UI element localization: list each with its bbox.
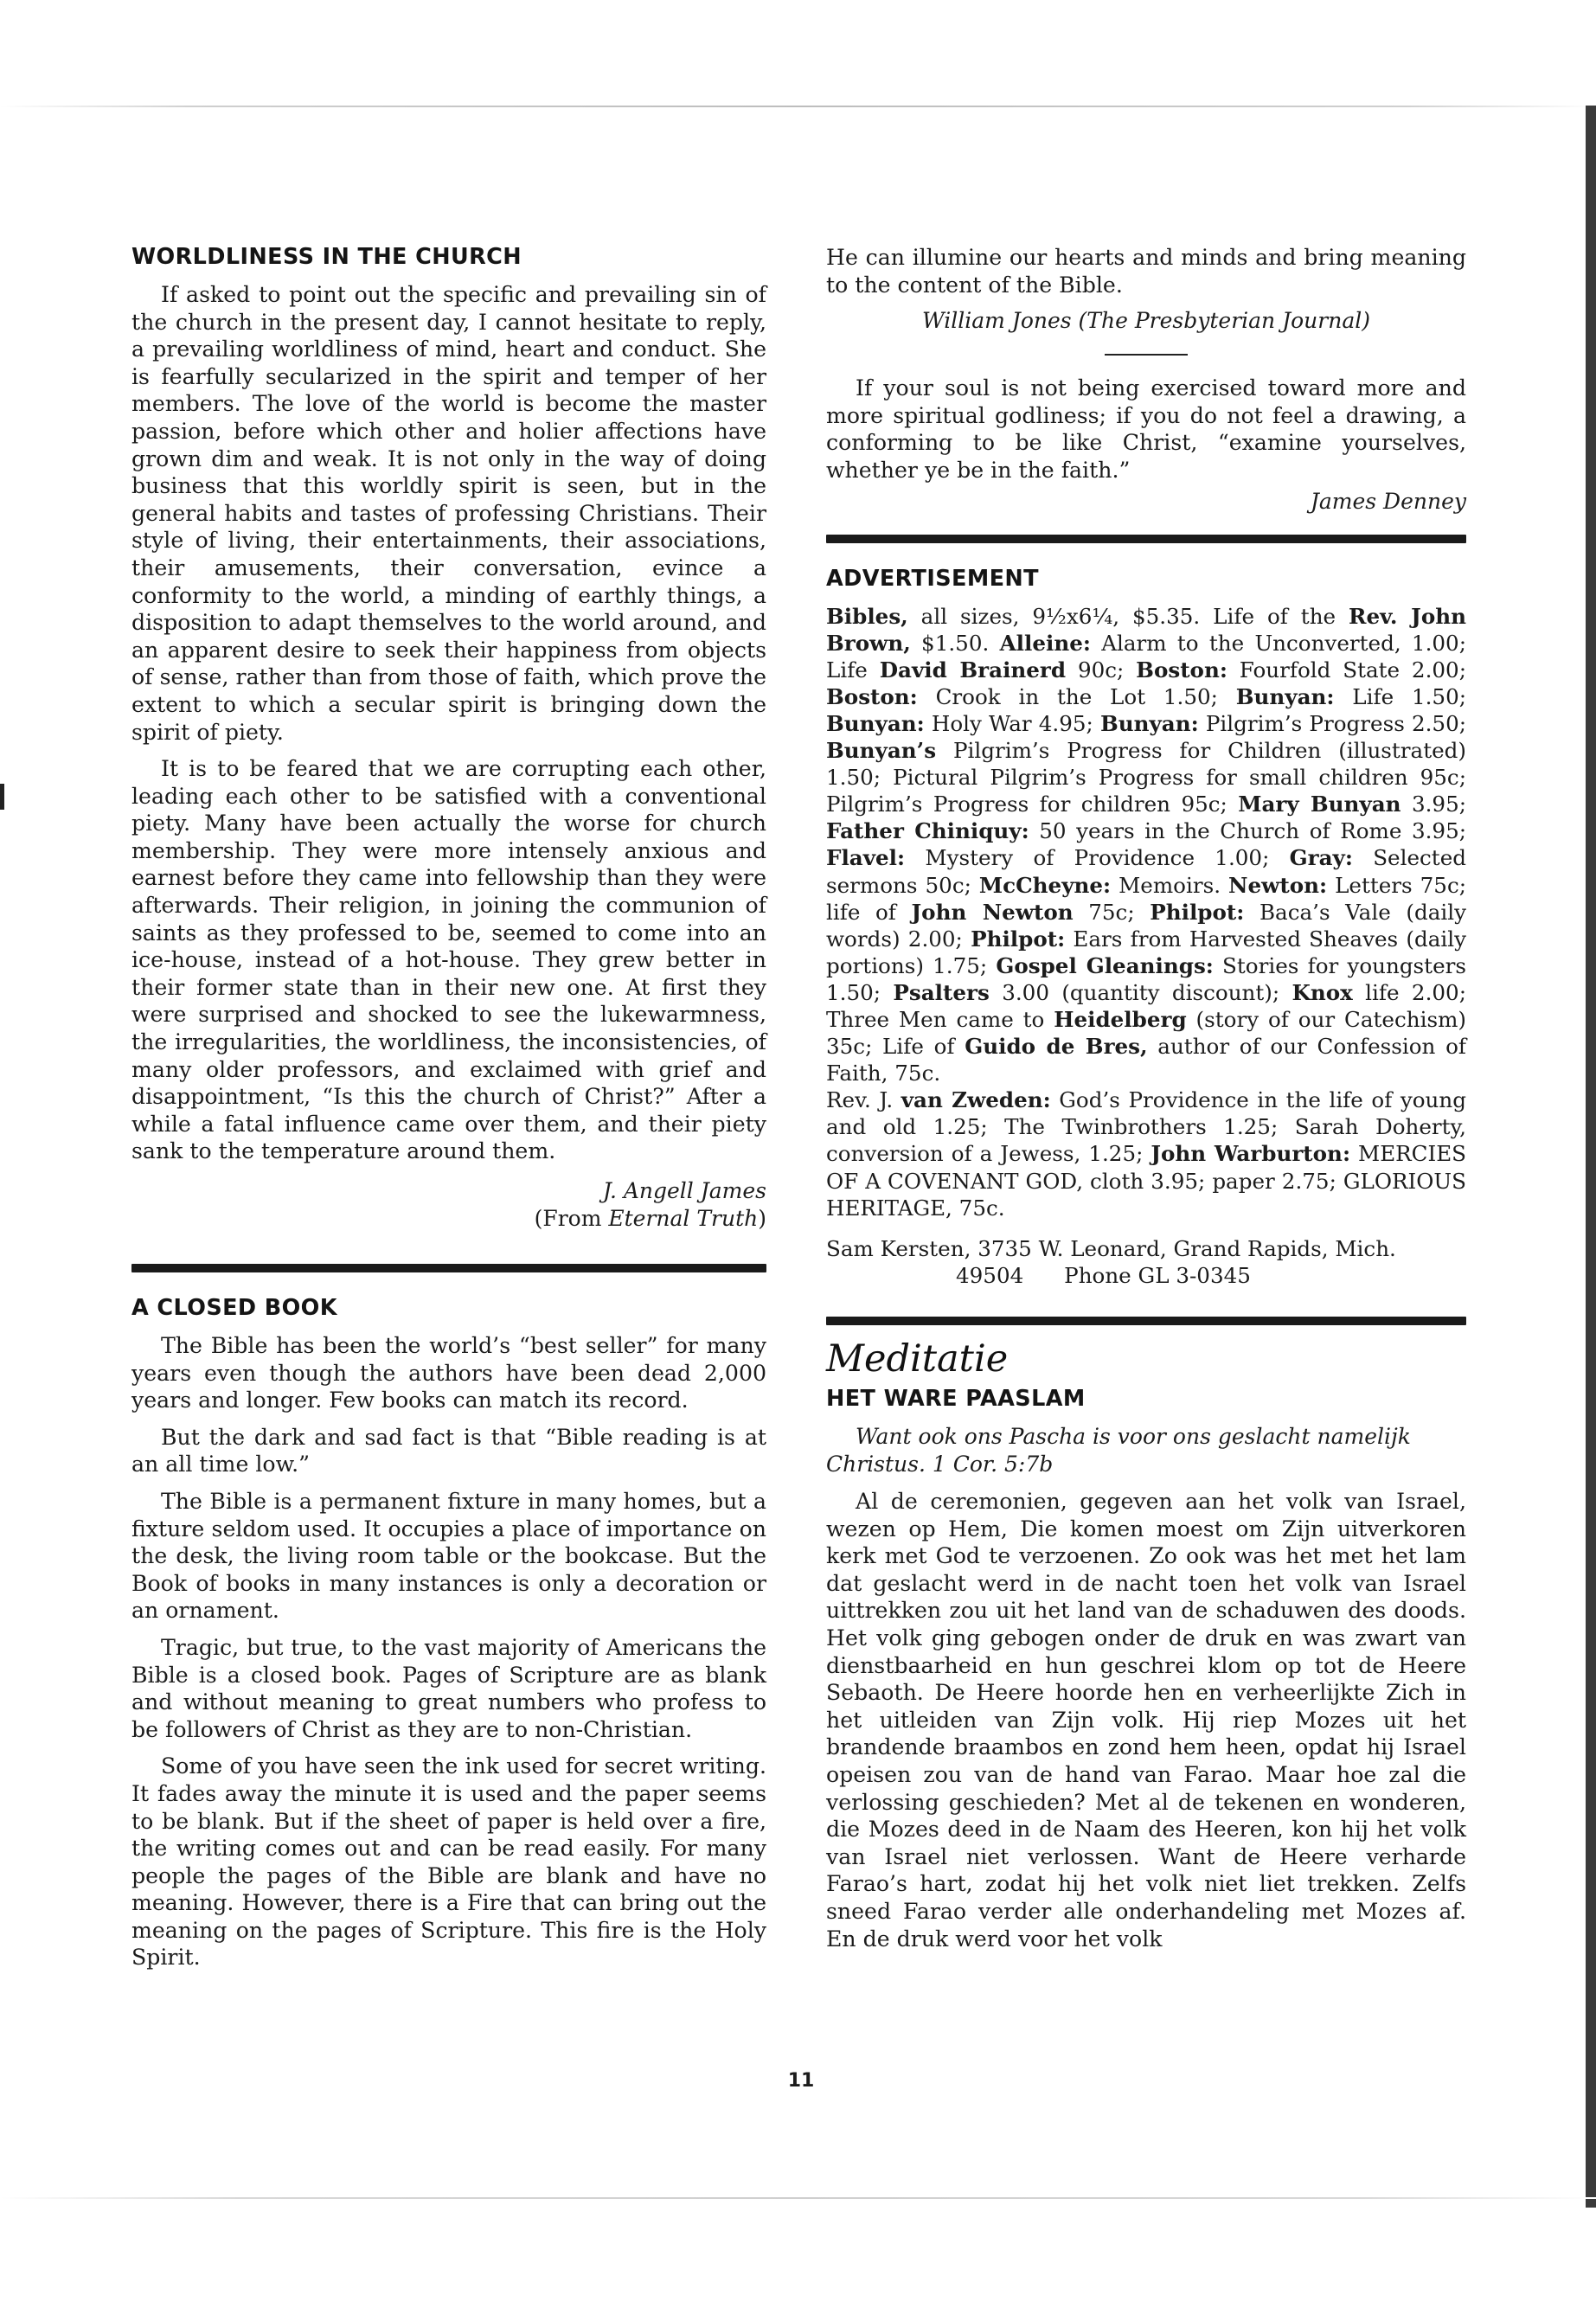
ad-item-text: Selected sermons 50c; <box>826 845 1466 898</box>
ad-item-name: Boston: <box>1136 657 1227 683</box>
ad-item-text: Ears from Harvested Sheaves (daily portions) 1.75; <box>826 926 1466 978</box>
meditatie-paragraph: Al de ceremonien, gegeven aan het volk van Israel, wezen op Hem, Die komen moest om Zijn uitverkoren kerk met God te verzoenen. Zo ook was het met het lam dat geslacht werd in de nacht toen het volk van Israel uittrekken zou uit het land van de schaduwen des doods. Het volk ging gebogen onder de druk en was zwart van dienstbaarheid en hun geschrei klom op tot de Heere Sebaoth. De Heere hoorde hen en verheerlijkte Zich in het uitleiden van Zijn volk. Hij riep Mozes uit het brandende braambos en zond hem heen, opdat hij Israel opeisen zou van de hand van Farao. Maar hoe zal die verlossing geschieden? Met al de tekenen en wonderen, die Mozes deed in de Naam des Heeren, kon hij het volk van Israel niet verlossen. Want de Heere verharde Farao’s hart, zodat hij het volk niet liet trekken. Zelfs sneed Farao verder alle onderhandeling met Mozes af. En de druk werd voor het volk <box>826 1489 1466 1952</box>
ad-item-text: 75c; <box>1073 899 1151 925</box>
ad-item-text: Pilgrim’s Progress for Children (illustrated) 1.50; Pictural Pilgrim’s Progress for small children 95c; Pilgrim’s Progress for children 95c; <box>826 738 1466 817</box>
ad-item-text: Holy War 4.95; <box>924 710 1100 736</box>
page-number: 11 <box>787 2070 815 2092</box>
ad-item-name: Rev. John Brown, <box>826 603 1466 656</box>
ad-item-name: Knox <box>1292 979 1353 1005</box>
ad-item-text: 90c; <box>1066 657 1137 683</box>
ad-item-name: Philpot: <box>971 926 1066 952</box>
ad-item-name: van Zweden: <box>901 1087 1051 1113</box>
right-column <box>826 244 1466 1952</box>
article-paragraph: The Bible has been the world’s “best seller” for many years even though the authors have been dead 2,000 years and longer. Few books can match its record. <box>131 1333 766 1413</box>
section-divider <box>826 535 1466 543</box>
meditatie-heading: Meditatie <box>826 1336 1009 1381</box>
ad-item-text: $1.50. <box>910 630 1000 656</box>
scan-edge-right <box>1586 106 1596 2208</box>
article-paragraph: But the dark and sad fact is that “Bible reading is at an all time low.” <box>131 1424 766 1477</box>
ad-item-text: author of our Confession of Faith, 75c. <box>826 1034 1466 1086</box>
short-divider <box>1105 354 1188 356</box>
margin-mark <box>0 784 4 810</box>
article-title: A CLOSED BOOK <box>131 1295 337 1321</box>
ad-item-text: 50 years in the Church of Rome 3.95; <box>1029 818 1467 844</box>
scan-edge-bottom <box>0 2197 1596 2199</box>
ad-item-name: Father Chiniquy: <box>826 818 1029 844</box>
article-paragraph: Some of you have seen the ink used for secret writing. It fades away the minute it is used and the paper seems to be blank. But if the sheet of paper is held over a fire, the writing comes out and can be read easily. For many people the pages of the Bible are blank and have no meaning. However, there is a Fire that can bring out the meaning on the pages of Scripture. This fire is the Holy Spirit. <box>131 1753 766 1971</box>
article-title: WORLDLINESS IN THE CHURCH <box>131 244 522 270</box>
article-exhortation <box>826 375 1466 515</box>
ad-item-name: Bunyan’s <box>826 738 937 764</box>
ad-item-name: Psalters <box>893 979 990 1005</box>
article-paragraph: Tragic, but true, to the vast majority of Americans the Bible is a closed book. Pages of Scripture are as blank and without meaning to great numbers who profess to be followers of Christ as they are to non-Christian. <box>131 1634 766 1742</box>
left-column <box>131 244 766 1971</box>
ad-item-name: John Warburton: <box>1151 1141 1351 1167</box>
advertisement <box>826 566 1466 1289</box>
ad-item-text: Fourfold State 2.00; <box>1227 657 1466 683</box>
source-prefix: (From <box>534 1206 609 1231</box>
ad-item-text: life 2.00; Three Men came to <box>826 979 1466 1032</box>
ad-body <box>826 1086 1466 1221</box>
section-divider <box>826 1317 1466 1325</box>
ad-item-text: Alarm to the Unconverted, 1.00; Life <box>826 630 1466 683</box>
ad-item-name: John Newton <box>911 899 1074 925</box>
ad-item-text: Mystery of Providence 1.00; <box>905 845 1290 871</box>
ad-item-text: Stories for youngsters 1.50; <box>826 952 1466 1005</box>
ad-item-name: Philpot: <box>1150 899 1245 925</box>
exhortation-paragraph: If your soul is not being exercised toward more and more spiritual godliness; if you do not feel a drawing, a conforming to be like Christ, “examine yourselves, whether ye be in the faith.” <box>826 375 1466 483</box>
meditatie-verse: Want ook ons Pascha is voor ons geslacht namelijk Christus. 1 Cor. 5:7b <box>826 1423 1411 1477</box>
ad-contact: Sam Kersten, 3735 W. Leonard, Grand Rapids, Mich. <box>826 1235 1396 1261</box>
ad-item-name: David Brainerd <box>879 657 1067 683</box>
ad-item-name: Boston: <box>826 683 918 709</box>
ad-item-text: Memoirs. <box>1111 872 1229 898</box>
ad-item-name: Gospel Gleanings: <box>996 952 1214 978</box>
meditatie-section <box>826 1337 1466 1952</box>
ad-item-text: 3.95; <box>1401 792 1466 817</box>
article-closed-book <box>131 1295 766 1971</box>
ad-title: ADVERTISEMENT <box>826 565 1039 592</box>
source-suffix: ) <box>758 1206 766 1231</box>
ad-item-name: Mary Bunyan <box>1238 792 1401 817</box>
ad-item-text: God’s Providence in the life of young and old 1.25; The Twinbrothers 1.25; Sarah Doherty, conversion of a Jewess, 1.25; <box>826 1087 1466 1167</box>
ad-item-text: (story of our Catechism) 35c; Life of <box>826 1006 1466 1060</box>
article-worldliness <box>131 244 766 1233</box>
article-continuation <box>826 244 1466 335</box>
ad-item-name: Bunyan: <box>1099 710 1199 736</box>
ad-item-name: Bunyan: <box>826 710 925 736</box>
ad-item-text: Crook in the Lot 1.50; <box>917 683 1236 709</box>
ad-item-name: Bibles, <box>826 603 908 629</box>
article-paragraph: The Bible is a permanent fixture in many homes, but a fixture seldom used. It occupies a place of importance on the desk, the living room table or the bookcase. But the Book of books in many instances is only a decoration or an ornament. <box>131 1488 766 1624</box>
section-divider <box>131 1264 766 1272</box>
article-source <box>131 1205 766 1233</box>
meditatie-title: HET WARE PAASLAM <box>826 1385 1086 1412</box>
ad-item-text: Pilgrim’s Progress 2.50; <box>1198 710 1467 736</box>
exhortation-attribution: James Denney <box>1310 488 1466 514</box>
source-title: Eternal Truth <box>608 1206 759 1231</box>
scan-edge-top <box>0 106 1596 107</box>
article-paragraph: If asked to point out the specific and prevailing sin of the church in the present day, I cannot hesitate to reply, a prevailing worldliness of mind, heart and conduct. She is fearfully secularized in the spirit and temper of her members. The love of the world is become the master passion, before which other and holier affections have grown dim and weak. It is not only in the way of doing business that this worldly spirit is seen, but in the general habits and tastes of professing Christians. Their style of living, their entertainments, their associations, their amusements, their conversation, evince a conformity to the world, a minding of earthly things, a disposition to adapt themselves to the world around, and an apparent desire to seek their happiness from objects of sense, rather than from those of faith, which prove the extent to which a secular spirit is bringing down the spirit of piety. <box>131 282 766 745</box>
ad-item-name: Bunyan: <box>1235 683 1335 709</box>
ad-body <box>826 603 1466 1087</box>
ad-item-text: Rev. J. <box>826 1087 901 1113</box>
continued-paragraph: He can illumine our hearts and minds and bring meaning to the content of the Bible. <box>826 245 1466 298</box>
ad-item-text: 3.00 (quantity discount); <box>989 979 1292 1005</box>
ad-item-text: Letters 75c; life of <box>826 872 1467 925</box>
ad-item-name: Alleine: <box>999 630 1091 656</box>
continued-attribution: William Jones (The Presbyterian Journal) <box>922 308 1370 334</box>
ad-item-text: Life 1.50; <box>1334 683 1466 709</box>
ad-item-name: Guido de Bres, <box>965 1034 1148 1060</box>
ad-item-name: Heidelberg <box>1054 1006 1187 1032</box>
ad-item-name: Newton: <box>1228 872 1328 898</box>
article-author: J. Angell James <box>602 1178 766 1203</box>
ad-item-name: McCheyne: <box>978 872 1112 898</box>
article-paragraph: It is to be feared that we are corrupting each other, leading each other to be satisfied with a conventional piety. Many have been actually the worse for church membership. They were more intensely anxious and earnest before they came into fellowship than they were afterwards. Their religion, in joining the communion of saints as they professed to be, seemed to come into an ice-house, instead of a hot-house. They grew better in their former state than in their new one. At first they were surprised and shocked to see the lukewarmness, the irregularities, the worldliness, the inconsistencies, of many older professors, and exclaimed with grief and disappointment, “Is this the church of Christ?” After a while a fatal influence came over them, and their piety sank to the temperature around them. <box>131 756 766 1164</box>
ad-item-text: MERCIES OF A COVENANT GOD, cloth 3.95; paper 2.75; GLORIOUS HERITAGE, 75c. <box>826 1141 1466 1221</box>
ad-item-name: Gray: <box>1289 845 1353 871</box>
ad-item-text: all sizes, 9½x6¼, $5.35. Life of the <box>907 603 1349 629</box>
ad-contact-phone: 49504 Phone GL 3-0345 <box>956 1262 1251 1288</box>
ad-item-text: Baca’s Vale (daily words) 2.00; <box>826 899 1467 952</box>
ad-item-name: Flavel: <box>826 845 906 871</box>
